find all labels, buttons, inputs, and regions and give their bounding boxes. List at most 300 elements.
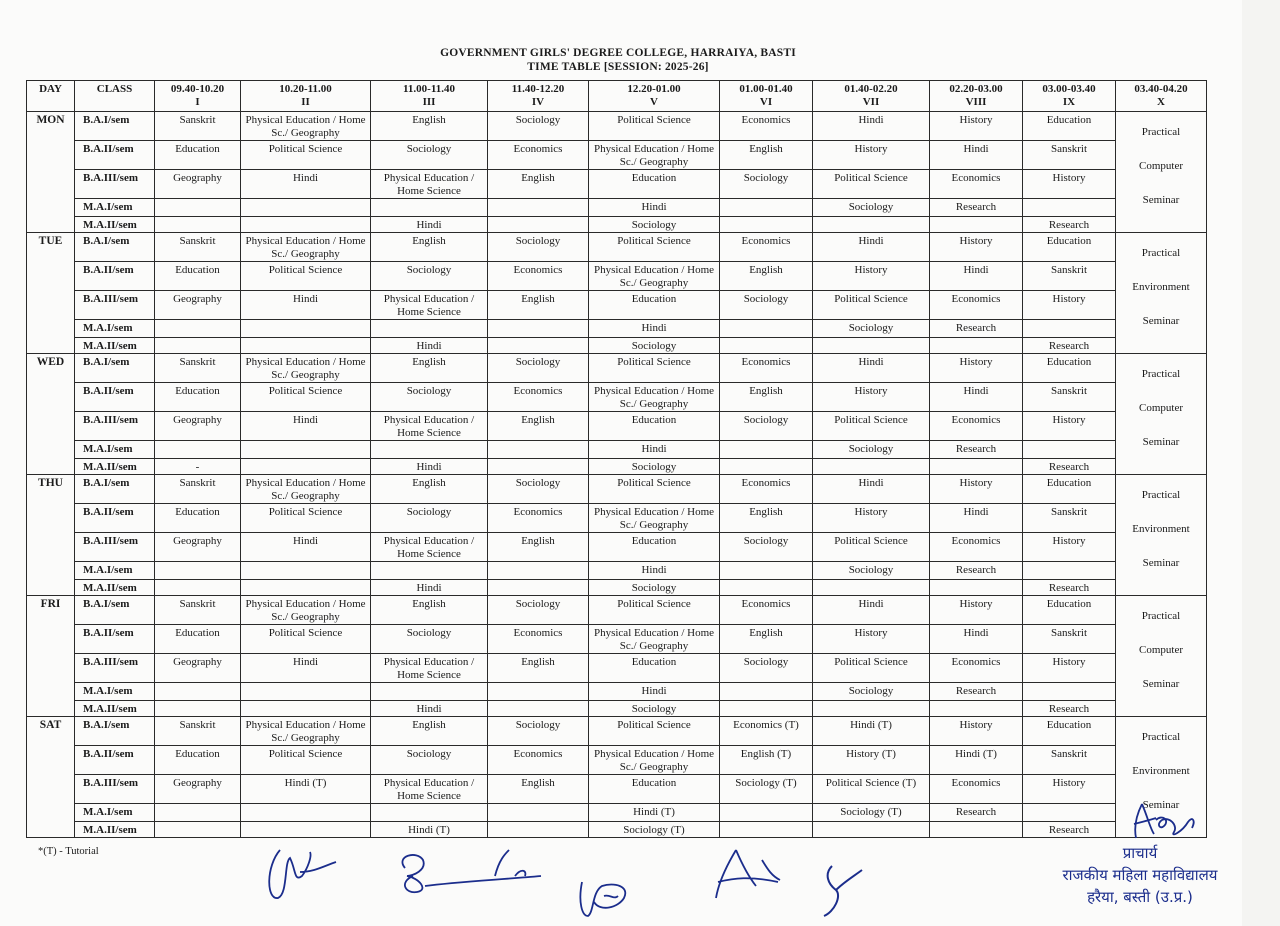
- subject-cell: Economics: [720, 475, 813, 504]
- subject-cell: History: [930, 596, 1023, 625]
- subject-cell: [155, 822, 241, 838]
- subject-cell: History: [813, 383, 930, 412]
- subject-cell: [155, 580, 241, 596]
- document-title: [30, 46, 1206, 74]
- subject-cell: [241, 822, 371, 838]
- subject-cell: [1023, 804, 1116, 822]
- subject-cell: Sociology: [488, 475, 589, 504]
- subject-cell: History: [813, 262, 930, 291]
- header-period: 03.40-04.20 X: [1116, 81, 1207, 112]
- subject-cell: Research: [930, 199, 1023, 217]
- subject-cell: Economics: [720, 112, 813, 141]
- table-row: [27, 383, 1207, 412]
- subject-cell: [720, 804, 813, 822]
- table-row: [27, 701, 1207, 717]
- subject-cell: Hindi: [241, 291, 371, 320]
- subject-cell: [720, 562, 813, 580]
- subject-cell: Sociology: [589, 338, 720, 354]
- subject-cell: [813, 459, 930, 475]
- subject-cell: Hindi: [813, 475, 930, 504]
- class-cell: B.A.II/sem: [75, 262, 155, 291]
- subject-cell: Physical Education / Home Sc./ Geography: [241, 233, 371, 262]
- subject-cell: [241, 683, 371, 701]
- subject-cell: Political Science: [813, 654, 930, 683]
- subject-cell: [371, 199, 488, 217]
- subject-cell: Sanskrit: [1023, 504, 1116, 533]
- table-row: [27, 262, 1207, 291]
- subject-cell: [488, 804, 589, 822]
- subject-cell: [720, 580, 813, 596]
- period-x-item: Computer: [1139, 402, 1183, 414]
- subject-cell: [488, 701, 589, 717]
- period-x-cell: [1116, 354, 1207, 475]
- subject-cell: Political Science: [241, 504, 371, 533]
- subject-cell: Political Science: [241, 625, 371, 654]
- table-row: [27, 217, 1207, 233]
- subject-cell: [813, 822, 930, 838]
- subject-cell: [813, 580, 930, 596]
- period-x-item: Seminar: [1142, 315, 1180, 327]
- subject-cell: Research: [930, 804, 1023, 822]
- subject-cell: Sociology: [371, 625, 488, 654]
- subject-cell: Sociology (T): [813, 804, 930, 822]
- subject-cell: English: [488, 170, 589, 199]
- table-row: [27, 338, 1207, 354]
- class-cell: M.A.I/sem: [75, 441, 155, 459]
- class-cell: B.A.I/sem: [75, 233, 155, 262]
- table-row: [27, 717, 1207, 746]
- subject-cell: [720, 683, 813, 701]
- class-cell: M.A.II/sem: [75, 580, 155, 596]
- subject-cell: Hindi: [371, 459, 488, 475]
- subject-cell: Sociology: [488, 354, 589, 383]
- subject-cell: Education: [1023, 596, 1116, 625]
- subject-cell: Economics: [488, 141, 589, 170]
- subject-cell: Sociology: [813, 683, 930, 701]
- subject-cell: Sociology: [720, 412, 813, 441]
- table-row: [27, 562, 1207, 580]
- stamp-place: हरैया, बस्ती (उ.प्र.): [1087, 888, 1193, 906]
- subject-cell: [720, 217, 813, 233]
- subject-cell: English: [488, 533, 589, 562]
- subject-cell: [1023, 683, 1116, 701]
- subject-cell: Research: [930, 562, 1023, 580]
- subject-cell: Hindi: [241, 533, 371, 562]
- table-row: [27, 459, 1207, 475]
- table-row: [27, 475, 1207, 504]
- class-cell: B.A.III/sem: [75, 775, 155, 804]
- signature-1: [262, 842, 342, 904]
- table-row: [27, 354, 1207, 383]
- subject-cell: Economics (T): [720, 717, 813, 746]
- subject-cell: Sociology: [589, 217, 720, 233]
- subject-cell: Sociology: [488, 233, 589, 262]
- table-row: [27, 533, 1207, 562]
- subject-cell: Hindi: [813, 233, 930, 262]
- class-cell: B.A.II/sem: [75, 746, 155, 775]
- subject-cell: History: [813, 625, 930, 654]
- subject-cell: [488, 217, 589, 233]
- subject-cell: English: [488, 775, 589, 804]
- header-period: 01.40-02.20 VII: [813, 81, 930, 112]
- subject-cell: Economics: [720, 233, 813, 262]
- day-cell: THU: [27, 475, 75, 596]
- subject-cell: English: [371, 233, 488, 262]
- subject-cell: Education: [1023, 112, 1116, 141]
- header-day: DAY: [27, 81, 75, 112]
- subject-cell: Sanskrit: [1023, 141, 1116, 170]
- class-cell: B.A.I/sem: [75, 717, 155, 746]
- subject-cell: Sociology: [813, 199, 930, 217]
- subject-cell: [813, 217, 930, 233]
- subject-cell: Education: [589, 170, 720, 199]
- table-row: [27, 112, 1207, 141]
- subject-cell: English: [488, 291, 589, 320]
- subject-cell: Education: [155, 746, 241, 775]
- footnote: *(T) - Tutorial: [38, 846, 99, 857]
- subject-cell: Sanskrit: [1023, 262, 1116, 291]
- subject-cell: Physical Education / Home Sc./ Geography: [241, 596, 371, 625]
- subject-cell: Education: [589, 533, 720, 562]
- subject-cell: Research: [1023, 217, 1116, 233]
- subject-cell: Physical Education / Home Sc./ Geography: [589, 746, 720, 775]
- subject-cell: [155, 441, 241, 459]
- class-cell: B.A.II/sem: [75, 625, 155, 654]
- subject-cell: Sociology: [371, 141, 488, 170]
- subject-cell: Hindi: [930, 504, 1023, 533]
- subject-cell: English: [720, 504, 813, 533]
- subject-cell: Hindi: [241, 170, 371, 199]
- subject-cell: History: [1023, 170, 1116, 199]
- subject-cell: English: [488, 654, 589, 683]
- period-x-cell: [1116, 475, 1207, 596]
- day-cell: MON: [27, 112, 75, 233]
- subject-cell: Education: [1023, 354, 1116, 383]
- subject-cell: History: [930, 475, 1023, 504]
- subject-cell: Hindi (T): [371, 822, 488, 838]
- subject-cell: History: [930, 354, 1023, 383]
- subject-cell: [720, 199, 813, 217]
- subject-cell: Sociology: [371, 383, 488, 412]
- subject-cell: Sanskrit: [1023, 746, 1116, 775]
- class-cell: B.A.III/sem: [75, 170, 155, 199]
- subject-cell: History: [1023, 412, 1116, 441]
- subject-cell: [155, 804, 241, 822]
- subject-cell: Political Science: [589, 475, 720, 504]
- subject-cell: Sociology: [488, 112, 589, 141]
- header-period: 01.00-01.40 VI: [720, 81, 813, 112]
- subject-cell: Economics: [720, 596, 813, 625]
- subject-cell: Economics: [930, 775, 1023, 804]
- subject-cell: Education: [589, 775, 720, 804]
- subject-cell: Sociology: [589, 580, 720, 596]
- subject-cell: [930, 580, 1023, 596]
- subject-cell: [488, 580, 589, 596]
- subject-cell: Education: [155, 504, 241, 533]
- subject-cell: -: [155, 459, 241, 475]
- subject-cell: Hindi: [930, 383, 1023, 412]
- subject-cell: Physical Education / Home Science: [371, 654, 488, 683]
- subject-cell: Geography: [155, 291, 241, 320]
- period-x-item: Seminar: [1142, 194, 1180, 206]
- subject-cell: Research: [930, 441, 1023, 459]
- subject-cell: Sociology: [720, 291, 813, 320]
- subject-cell: [371, 441, 488, 459]
- subject-cell: Hindi: [589, 441, 720, 459]
- subject-cell: Research: [1023, 338, 1116, 354]
- subject-cell: [1023, 320, 1116, 338]
- subject-cell: Economics: [930, 291, 1023, 320]
- subject-cell: Physical Education / Home Science: [371, 412, 488, 441]
- class-cell: B.A.I/sem: [75, 112, 155, 141]
- subject-cell: English: [488, 412, 589, 441]
- class-cell: M.A.I/sem: [75, 199, 155, 217]
- subject-cell: [930, 701, 1023, 717]
- subject-cell: Political Science (T): [813, 775, 930, 804]
- subject-cell: Sociology: [589, 701, 720, 717]
- subject-cell: [155, 217, 241, 233]
- table-row: [27, 320, 1207, 338]
- subject-cell: [720, 822, 813, 838]
- subject-cell: [241, 701, 371, 717]
- table-row: [27, 746, 1207, 775]
- subject-cell: Sanskrit: [155, 717, 241, 746]
- subject-cell: English: [371, 112, 488, 141]
- header-period: 11.00-11.40 III: [371, 81, 488, 112]
- subject-cell: [241, 338, 371, 354]
- subject-cell: [813, 701, 930, 717]
- subject-cell: [488, 338, 589, 354]
- subject-cell: Sociology: [589, 459, 720, 475]
- subject-cell: Sociology (T): [589, 822, 720, 838]
- period-x-item: Seminar: [1142, 678, 1180, 690]
- period-x-item: Practical: [1141, 126, 1181, 138]
- subject-cell: Education: [589, 412, 720, 441]
- header-period: 12.20-01.00 V: [589, 81, 720, 112]
- subject-cell: Hindi: [371, 701, 488, 717]
- subject-cell: Political Science: [813, 412, 930, 441]
- subject-cell: Hindi: [930, 262, 1023, 291]
- principal-stamp: [1040, 842, 1240, 908]
- subject-cell: Hindi: [241, 654, 371, 683]
- subject-cell: [720, 441, 813, 459]
- class-cell: M.A.II/sem: [75, 217, 155, 233]
- subject-cell: Sociology: [720, 533, 813, 562]
- period-x-item: Practical: [1141, 368, 1181, 380]
- subject-cell: Hindi: [930, 625, 1023, 654]
- class-cell: M.A.I/sem: [75, 562, 155, 580]
- subject-cell: Sociology: [720, 170, 813, 199]
- table-row: [27, 233, 1207, 262]
- subject-cell: [241, 320, 371, 338]
- period-x-item: Environment: [1132, 281, 1190, 293]
- class-cell: B.A.III/sem: [75, 654, 155, 683]
- subject-cell: Geography: [155, 775, 241, 804]
- subject-cell: [241, 199, 371, 217]
- subject-cell: English: [371, 354, 488, 383]
- subject-cell: Education: [589, 291, 720, 320]
- subject-cell: Hindi (T): [241, 775, 371, 804]
- subject-cell: History: [813, 504, 930, 533]
- subject-cell: Sociology: [488, 596, 589, 625]
- subject-cell: Physical Education / Home Science: [371, 775, 488, 804]
- subject-cell: [720, 459, 813, 475]
- subject-cell: Physical Education / Home Sc./ Geography: [241, 717, 371, 746]
- period-x-item: Computer: [1139, 644, 1183, 656]
- stamp-designation: प्राचार्य: [1122, 844, 1158, 862]
- subject-cell: Research: [1023, 701, 1116, 717]
- subject-cell: Political Science: [589, 717, 720, 746]
- table-row: [27, 596, 1207, 625]
- subject-cell: Education: [1023, 475, 1116, 504]
- period-x-cell: [1116, 233, 1207, 354]
- subject-cell: [155, 562, 241, 580]
- subject-cell: Physical Education / Home Sc./ Geography: [241, 354, 371, 383]
- day-cell: SAT: [27, 717, 75, 838]
- subject-cell: Economics: [930, 533, 1023, 562]
- subject-cell: [720, 338, 813, 354]
- subject-cell: English: [720, 625, 813, 654]
- subject-cell: History: [1023, 775, 1116, 804]
- class-cell: B.A.III/sem: [75, 412, 155, 441]
- subject-cell: Research: [930, 320, 1023, 338]
- subject-cell: English: [371, 475, 488, 504]
- subject-cell: Geography: [155, 412, 241, 441]
- subject-cell: Education: [155, 383, 241, 412]
- subject-cell: [813, 338, 930, 354]
- subject-cell: [720, 701, 813, 717]
- table-row: [27, 441, 1207, 459]
- subject-cell: Sociology: [813, 320, 930, 338]
- subject-cell: Physical Education / Home Sc./ Geography: [241, 475, 371, 504]
- subject-cell: [488, 562, 589, 580]
- subject-cell: [930, 822, 1023, 838]
- subject-cell: Political Science: [241, 141, 371, 170]
- period-x-item: Computer: [1139, 160, 1183, 172]
- subject-cell: [241, 580, 371, 596]
- subject-cell: [488, 320, 589, 338]
- class-cell: M.A.II/sem: [75, 822, 155, 838]
- subject-cell: Hindi: [589, 562, 720, 580]
- subject-cell: Sanskrit: [155, 596, 241, 625]
- period-x-cell: [1116, 596, 1207, 717]
- subject-cell: English: [720, 262, 813, 291]
- header-row: [27, 81, 1207, 112]
- class-cell: B.A.III/sem: [75, 533, 155, 562]
- table-row: [27, 775, 1207, 804]
- class-cell: B.A.II/sem: [75, 504, 155, 533]
- subject-cell: English: [371, 717, 488, 746]
- subject-cell: [155, 199, 241, 217]
- header-class: CLASS: [75, 81, 155, 112]
- subject-cell: History: [813, 141, 930, 170]
- subject-cell: History: [930, 233, 1023, 262]
- day-cell: TUE: [27, 233, 75, 354]
- period-x-item: Practical: [1141, 489, 1181, 501]
- subject-cell: Political Science: [813, 533, 930, 562]
- class-cell: M.A.I/sem: [75, 804, 155, 822]
- subject-cell: [155, 683, 241, 701]
- subject-cell: Political Science: [589, 596, 720, 625]
- subject-cell: Physical Education / Home Sc./ Geography: [589, 504, 720, 533]
- subject-cell: Physical Education / Home Sc./ Geography: [589, 141, 720, 170]
- subject-cell: Political Science: [813, 170, 930, 199]
- subject-cell: English (T): [720, 746, 813, 775]
- header-period: 02.20-03.00 VIII: [930, 81, 1023, 112]
- subject-cell: Sanskrit: [155, 354, 241, 383]
- subject-cell: Education: [589, 654, 720, 683]
- subject-cell: [930, 217, 1023, 233]
- subject-cell: Sociology: [371, 262, 488, 291]
- table-row: [27, 291, 1207, 320]
- subject-cell: [488, 441, 589, 459]
- subject-cell: [371, 562, 488, 580]
- period-x-item: Seminar: [1142, 799, 1180, 811]
- session-title: TIME TABLE [SESSION: 2025-26]: [527, 61, 709, 73]
- period-x-cell: [1116, 112, 1207, 233]
- subject-cell: Political Science: [589, 354, 720, 383]
- college-name: GOVERNMENT GIRLS' DEGREE COLLEGE, HARRAIYA, BASTI: [440, 47, 796, 59]
- subject-cell: Sociology: [813, 562, 930, 580]
- subject-cell: [1023, 441, 1116, 459]
- subject-cell: [371, 320, 488, 338]
- subject-cell: Economics: [488, 504, 589, 533]
- subject-cell: Political Science: [241, 746, 371, 775]
- subject-cell: [155, 320, 241, 338]
- subject-cell: Hindi: [371, 338, 488, 354]
- timetable: [26, 80, 1207, 838]
- subject-cell: Research: [1023, 459, 1116, 475]
- table-row: [27, 141, 1207, 170]
- subject-cell: Education: [155, 625, 241, 654]
- table-row: [27, 683, 1207, 701]
- subject-cell: Economics: [488, 625, 589, 654]
- subject-cell: Sociology: [371, 746, 488, 775]
- subject-cell: Physical Education / Home Sc./ Geography: [589, 262, 720, 291]
- class-cell: M.A.I/sem: [75, 683, 155, 701]
- table-row: [27, 804, 1207, 822]
- subject-cell: Political Science: [589, 112, 720, 141]
- subject-cell: History: [930, 112, 1023, 141]
- stamp-college: राजकीय महिला महाविद्यालय: [1062, 866, 1218, 884]
- subject-cell: Economics: [930, 654, 1023, 683]
- period-x-item: Practical: [1141, 247, 1181, 259]
- subject-cell: [1023, 199, 1116, 217]
- table-row: [27, 580, 1207, 596]
- subject-cell: Economics: [720, 354, 813, 383]
- day-cell: WED: [27, 354, 75, 475]
- subject-cell: [241, 804, 371, 822]
- subject-cell: Political Science: [241, 383, 371, 412]
- subject-cell: English: [720, 383, 813, 412]
- subject-cell: Research: [1023, 580, 1116, 596]
- subject-cell: Economics: [930, 170, 1023, 199]
- subject-cell: Sanskrit: [1023, 625, 1116, 654]
- period-x-item: Seminar: [1142, 436, 1180, 448]
- header-period: 03.00-03.40 IX: [1023, 81, 1116, 112]
- subject-cell: Physical Education / Home Science: [371, 170, 488, 199]
- subject-cell: Physical Education / Home Science: [371, 533, 488, 562]
- subject-cell: [488, 822, 589, 838]
- period-x-item: Environment: [1132, 765, 1190, 777]
- subject-cell: Hindi: [589, 320, 720, 338]
- class-cell: M.A.II/sem: [75, 338, 155, 354]
- subject-cell: Political Science: [589, 233, 720, 262]
- subject-cell: Hindi (T): [930, 746, 1023, 775]
- subject-cell: Education: [1023, 233, 1116, 262]
- header-period: 09.40-10.20 I: [155, 81, 241, 112]
- subject-cell: Research: [930, 683, 1023, 701]
